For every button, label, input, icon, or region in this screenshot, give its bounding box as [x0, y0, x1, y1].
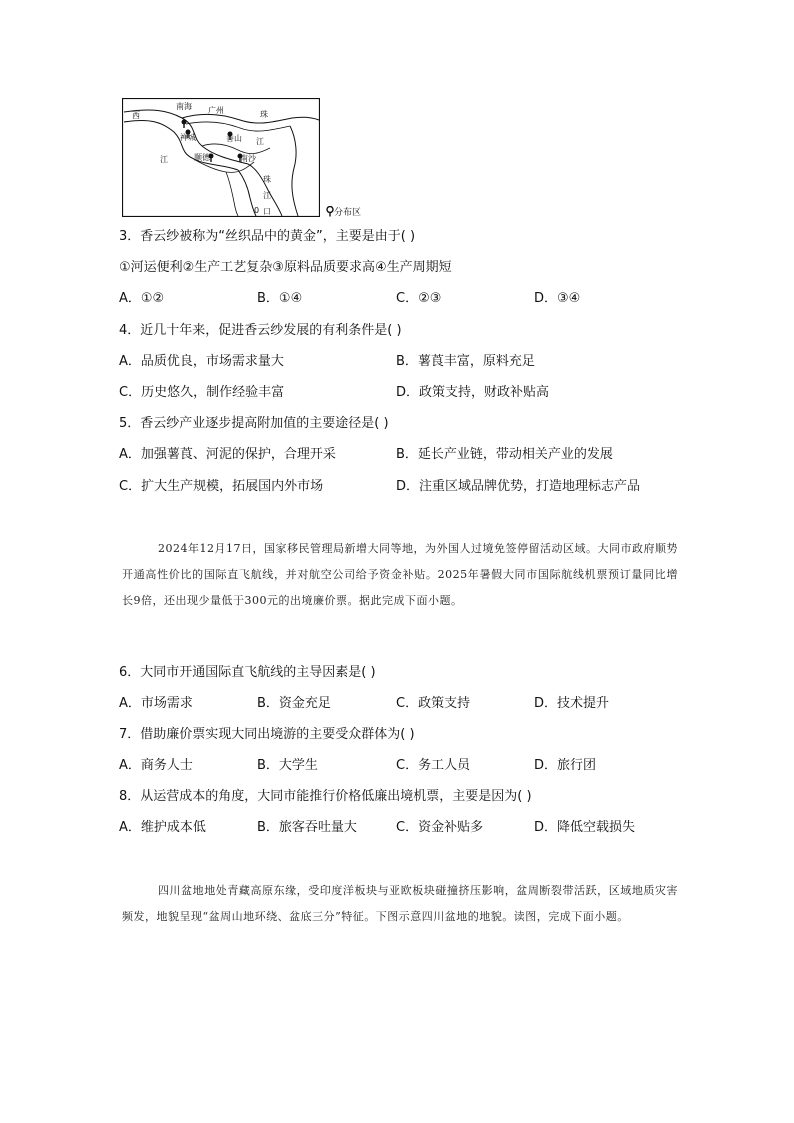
pin-icon	[326, 206, 334, 217]
q4-option-c[interactable]: C．历史悠久，制作经验丰富	[119, 385, 285, 400]
question-4-stem: 4．近几十年来，促进香云纱发展的有利条件是( )	[119, 323, 402, 338]
q3-option-a[interactable]: A．①②	[119, 291, 165, 306]
q7-option-c[interactable]: C．务工人员	[396, 758, 471, 773]
pearl-river-delta-map	[122, 98, 320, 217]
q6-option-b[interactable]: B．资金充足	[257, 696, 331, 711]
q8-option-d[interactable]: D．降低空载损失	[534, 820, 636, 835]
q5-option-a[interactable]: A．加强薯莨、河泥的保护，合理开采	[119, 447, 336, 462]
q4-option-d[interactable]: D．政策支持，财政补贴高	[396, 385, 550, 400]
question-7-stem: 7．借助廉价票实现大同出境游的主要受众群体为( )	[119, 727, 415, 742]
q3-option-d[interactable]: D．③④	[534, 291, 581, 306]
map-label-jiang2: 江	[160, 155, 168, 164]
q4-option-b[interactable]: B．薯莨丰富，原料充足	[396, 354, 535, 369]
q7-option-b[interactable]: B．大学生	[257, 758, 318, 773]
map-label-guangzhou: 广州	[208, 106, 224, 115]
passage-datong-text: 2024年12月17日，国家移民管理局新增大同等地，为外国人过境免签停留活动区域。大同市政府顺势开通高性价比的国际直飞航线，并对航空公司给予资金补贴。2025年暑假大同市国际航线机票预订量同比增长9倍，还出现少量低于300元的出境廉价票。据此完成下面小题。	[122, 542, 678, 607]
map-label-jiang3: 江	[263, 191, 271, 200]
map-legend	[326, 206, 361, 219]
q4-option-a[interactable]: A．品质优良，市场需求量大	[119, 354, 284, 369]
q5-option-b[interactable]: B．延长产业链，带动相关产业的发展	[396, 447, 613, 462]
map-label-nansha: 南沙	[240, 154, 256, 163]
question-3-items: ①河运便利②生产工艺复杂③原料品质要求高④生产周期短	[119, 260, 452, 275]
q3-option-b[interactable]: B．①④	[257, 291, 303, 306]
q7-option-a[interactable]: A．商务人士	[119, 758, 193, 773]
passage-datong	[122, 536, 678, 614]
map-label-zhu2: 珠	[263, 175, 271, 184]
question-6-stem: 6．大同市开通国际直飞航线的主导因素是( )	[119, 665, 376, 680]
q5-option-d[interactable]: D．注重区域品牌优势，打造地理标志产品	[396, 479, 641, 494]
q8-option-a[interactable]: A．维护成本低	[119, 820, 206, 835]
legend-label: 分布区	[334, 208, 362, 218]
map-label-xi: 西	[132, 111, 140, 120]
map-label-zero: 0	[254, 206, 260, 215]
question-3-stem: 3．香云纱被称为“丝织品中的黄金”，主要是由于( )	[119, 229, 416, 244]
question-8-stem: 8．从运营成本的角度，大同市能推行价格低廉出境机票，主要是因为( )	[119, 789, 532, 804]
q6-option-d[interactable]: D．技术提升	[534, 696, 610, 711]
q7-option-d[interactable]: D．旅行团	[534, 758, 597, 773]
q6-option-a[interactable]: A．市场需求	[119, 696, 193, 711]
q6-option-c[interactable]: C．政策支持	[396, 696, 471, 711]
map-label-jiang1: 江	[256, 137, 264, 146]
question-5-stem: 5．香云纱产业逐步提高附加值的主要途径是( )	[119, 416, 389, 431]
map-label-chancheng: 禅城	[180, 133, 196, 142]
map-label-nanhai: 南海	[176, 102, 192, 111]
q3-option-c[interactable]: C．②③	[396, 291, 442, 306]
map-label-zhu: 珠	[260, 110, 268, 119]
passage-sichuan	[122, 878, 678, 930]
q8-option-b[interactable]: B．旅客吞吐量大	[257, 820, 357, 835]
q8-option-c[interactable]: C．资金补贴多	[396, 820, 484, 835]
map-svg	[122, 98, 320, 217]
map-label-shunde: 顺德	[194, 153, 210, 162]
map-label-kou: 口	[263, 207, 271, 216]
map-label-xiangshan: 香山	[226, 134, 242, 143]
q5-option-c[interactable]: C．扩大生产规模，拓展国内外市场	[119, 479, 324, 494]
passage-sichuan-text: 四川盆地地处青藏高原东缘，受印度洋板块与亚欧板块碰撞挤压影响，盆周断裂带活跃，区域地质灾害频发，地貌呈现“盆周山地环绕、盆底三分”特征。下图示意四川盆地的地貌。读图，完成下面小题。	[122, 884, 678, 923]
